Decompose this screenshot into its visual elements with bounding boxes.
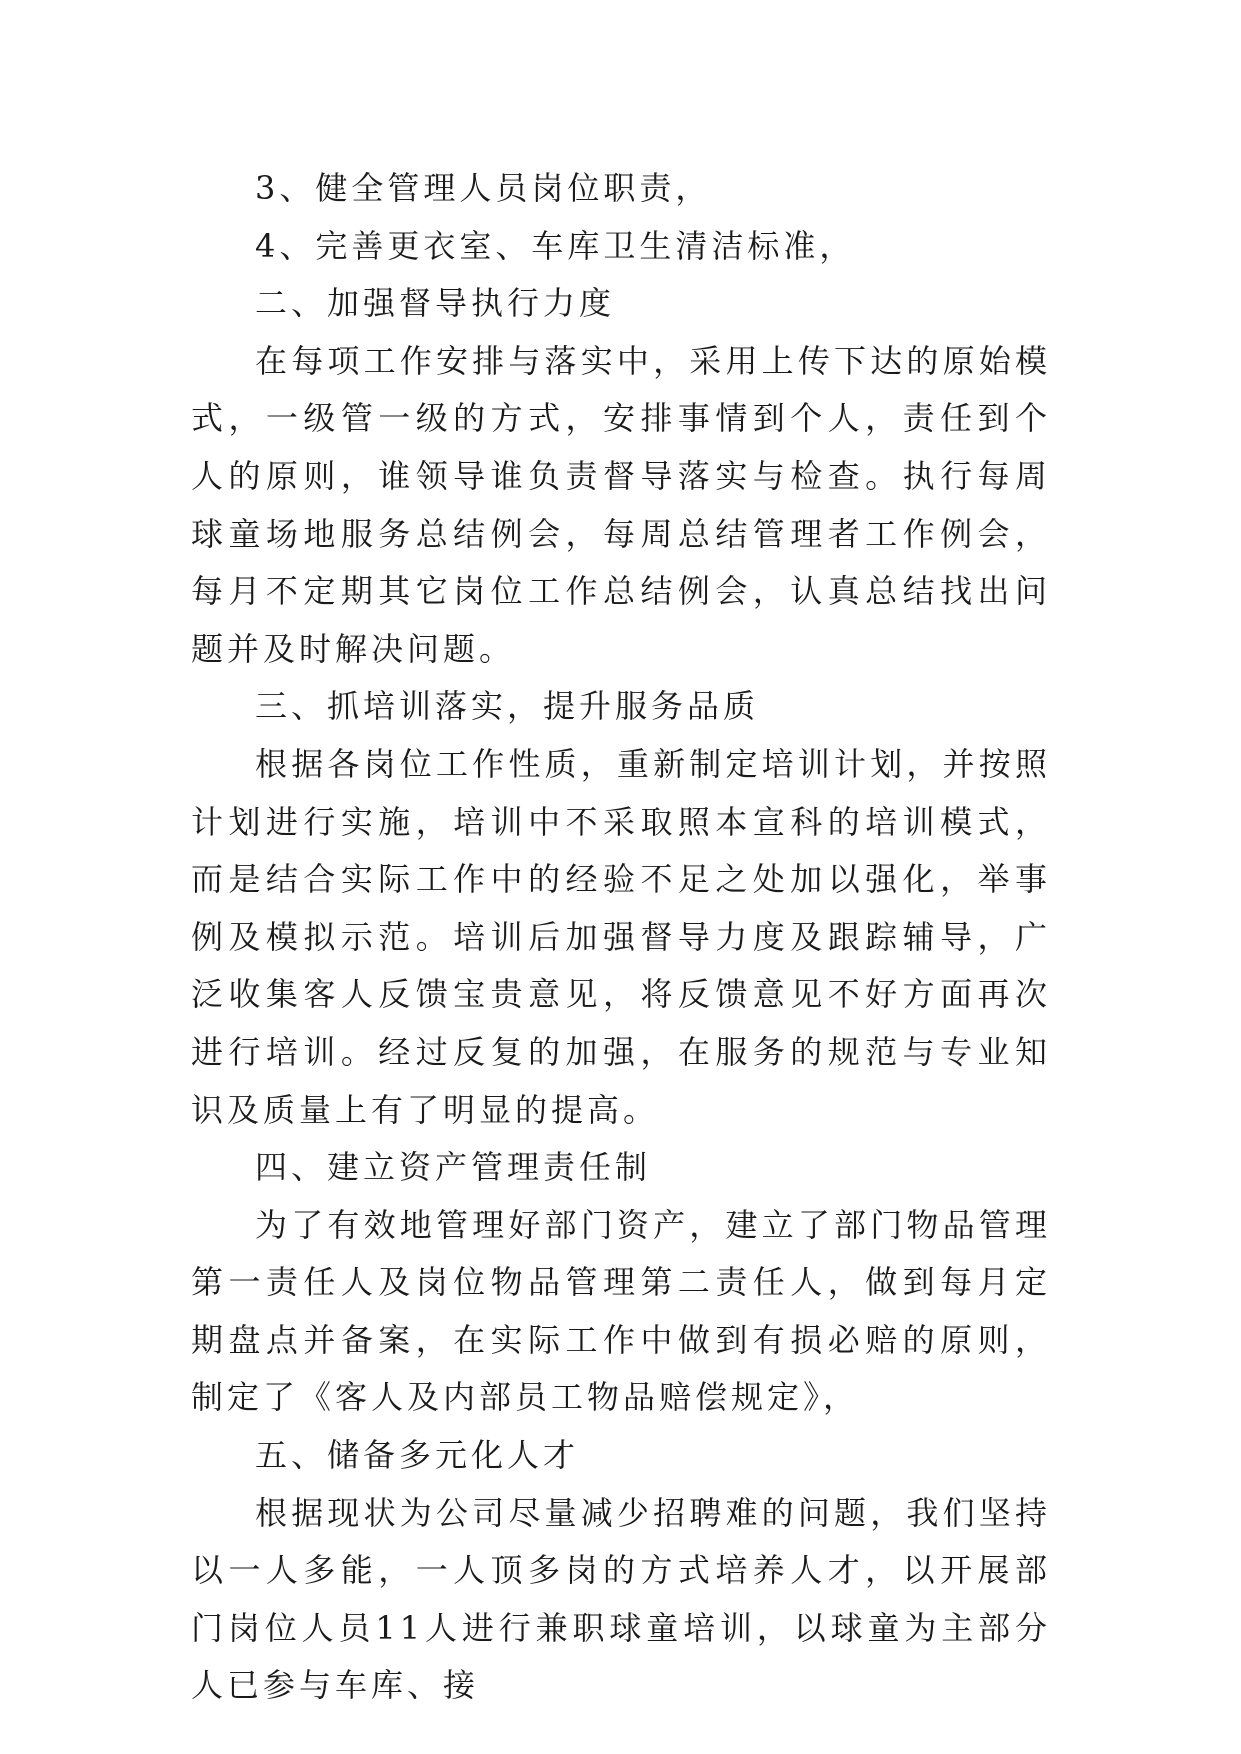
paragraph-body: 根据各岗位工作性质，重新制定培训计划，并按照计划进行实施，培训中不采取照本宣科的培训模式，而是结合实际工作中的经验不足之处加以强化，举事例及模拟示范。培训后加强督导力度及跟踪辅导，广泛收集客人反馈宝贵意见，将反馈意见不好方面再次进行培训。经过反复的加强，在服务的规范与专业知识及质量上有了明显的提高。: [191, 744, 1051, 1129]
paragraph-body: 为了有效地管理好部门资产，建立了部门物品管理第一责任人及岗位物品管理第二责任人，做到每月定期盘点并备案，在实际工作中做到有损必赔的原则，制定了《客人及内部员工物品赔偿规定》，: [191, 1205, 1051, 1417]
paragraph-body: 根据现状为公司尽量减少招聘难的问题，我们坚持以一人多能，一人顶多岗的方式培养人才，以开展部门岗位人员11人进行兼职球童培训，以球童为主部分人已参与车库、接: [191, 1493, 1051, 1705]
document-body: [191, 160, 1051, 1715]
paragraph-item-4: 4、完善更衣室、车库卫生清洁标准，: [255, 226, 856, 265]
section-heading-3: 三、抓培训落实，提升服务品质: [255, 687, 760, 726]
paragraph-body: 在每项工作安排与落实中，采用上传下达的原始模式，一级管一级的方式，安排事情到个人，责任到个人的原则，谁领导谁负责督导落实与检查。执行每周球童场地服务总结例会，每周总结管理者工作例会，每月不定期其它岗位工作总结例会，认真总结找出问题并及时解决问题。: [191, 341, 1051, 668]
section-heading-2: 二、加强督导执行力度: [255, 284, 616, 323]
section-heading-4: 四、建立资产管理责任制: [255, 1148, 652, 1187]
section-heading-5: 五、储备多元化人才: [255, 1436, 580, 1475]
paragraph-item-3: 3、健全管理人员岗位职责，: [255, 169, 712, 207]
